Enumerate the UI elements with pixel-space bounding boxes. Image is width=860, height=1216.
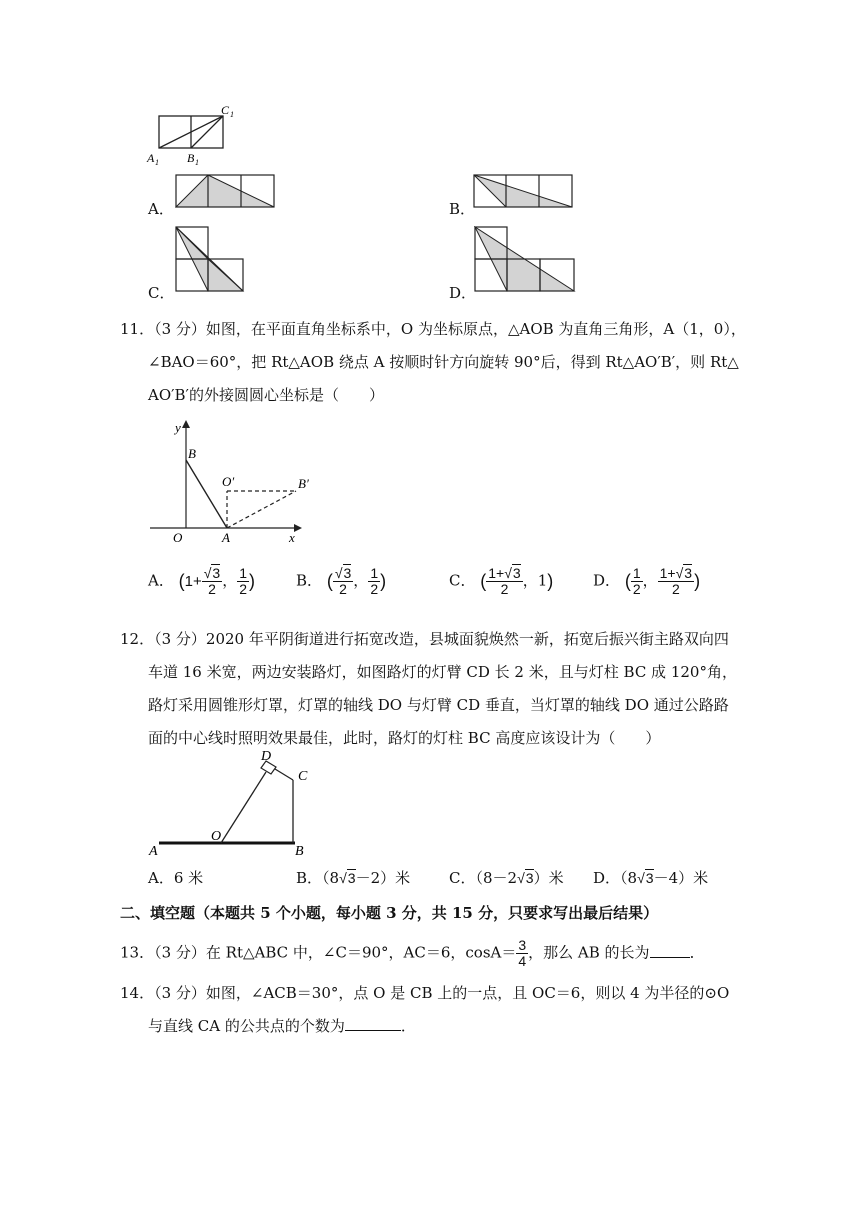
q11-stem-line2: ∠BAO＝60°，把 Rt△AOB 绕点 A 按顺时针方向旋转 90°后，得到 Rt△AO′B′，则 Rt△ <box>148 353 739 371</box>
q11-label-o: O <box>173 530 183 545</box>
q12-label-o: O <box>211 829 222 844</box>
q11-label-x: x <box>289 530 295 545</box>
q11-option-d[interactable]: D． ( $\frac{1}{2}$ ， $\frac{1+√3}{2}$ ) <box>593 565 701 597</box>
q12-label-a: A <box>149 844 158 858</box>
q12-option-b[interactable]: B．（8√3－2）米 <box>296 869 411 887</box>
section-fill-in-title: 二、填空题（本题共 5 个小题，每小题 3 分，共 15 分，只要求写出最后结果） <box>120 904 659 922</box>
q10-option-d-figure <box>474 226 576 292</box>
q12-stem-line1: 12．（3 分）2020 年平阴街道进行拓宽改造，县城面貌焕然一新，拓宽后振兴街主路双向四 <box>120 630 729 648</box>
q10-option-b-figure <box>473 174 573 208</box>
q10-option-b-label[interactable]: B． <box>449 200 476 218</box>
q10-option-c-label[interactable]: C． <box>148 284 175 302</box>
q11-option-b[interactable]: B． ( $\frac{√3}{2}$ ， $\frac{1}{2}$ ) <box>296 565 387 597</box>
q11-stem-line1: 11．（3 分）如图，在平面直角坐标系中，O 为坐标原点，△AOB 为直角三角形，A（1，0）， <box>120 320 746 338</box>
q12-figure <box>145 748 315 858</box>
q12-label-d: D <box>261 749 272 764</box>
q12-stem-line3: 路灯采用圆锥形灯罩，灯罩的轴线 DO 与灯臂 CD 垂直，当灯罩的轴线 DO 通过公路路 <box>148 696 729 714</box>
q11-figure <box>148 418 323 548</box>
q10-option-d-label[interactable]: D． <box>449 284 477 302</box>
q10-option-c-figure <box>175 226 245 292</box>
q12-option-d[interactable]: D．（8√3－4）米 <box>593 869 709 887</box>
q14-stem-line2: 与直线 CA 的公共点的个数为 ． <box>148 1017 416 1035</box>
q10-label-b1: B <box>187 151 195 165</box>
q11-label-a: A <box>222 530 230 545</box>
q14-answer-blank[interactable] <box>345 1016 401 1031</box>
svg-text:1: 1 <box>195 158 199 167</box>
q10-label-a1: A <box>147 151 155 165</box>
q14-stem-line1: 14．（3 分）如图，∠ACB＝30°，点 O 是 CB 上的一点，且 OC＝6，则以 4 为半径的⊙O <box>120 984 730 1002</box>
q12-stem-line2: 车道 16 米宽，两边安装路灯，如图路灯的灯臂 CD 长 2 米，且与灯柱 BC 成 120°角， <box>148 663 737 681</box>
q13-answer-blank[interactable] <box>650 943 690 958</box>
q12-stem-line4: 面的中心线时照明效果最佳，此时，路灯的灯柱 BC 高度应该设计为（ ） <box>148 729 661 747</box>
q10-option-a-label[interactable]: A． <box>148 200 174 218</box>
q12-option-c[interactable]: C．（8－2√3）米 <box>449 869 564 887</box>
q11-label-o-prime: O′ <box>222 474 235 489</box>
q11-option-c[interactable]: C． ( $\frac{1+√3}{2}$ ，1) <box>449 565 554 597</box>
q11-label-b-prime: B′ <box>298 476 309 491</box>
q11-option-a[interactable]: A． (1+ $\frac{√3}{2}$ ， $\frac{1}{2}$ ) <box>148 565 256 597</box>
q11-stem-line3: AO′B′的外接圆圆心坐标是（ ） <box>148 386 384 404</box>
q11-label-b: B <box>188 446 196 461</box>
q10-option-a-figure <box>175 174 275 208</box>
q12-option-a[interactable]: A．6 米 <box>148 869 204 887</box>
q10-label-c1: C <box>221 103 230 117</box>
q13-stem: 13．（3 分）在 Rt△ABC 中，∠C＝90°，AC＝6，cosA＝ $\frac{3}{4}$ ，那么 AB 的长为 ． <box>120 937 705 969</box>
q10-stem-figure <box>145 102 245 170</box>
svg-text:1: 1 <box>155 158 159 167</box>
svg-text:1: 1 <box>230 110 234 119</box>
q12-label-b: B <box>295 844 304 858</box>
q11-label-y: y <box>175 420 181 435</box>
q12-label-c: C <box>298 769 308 784</box>
